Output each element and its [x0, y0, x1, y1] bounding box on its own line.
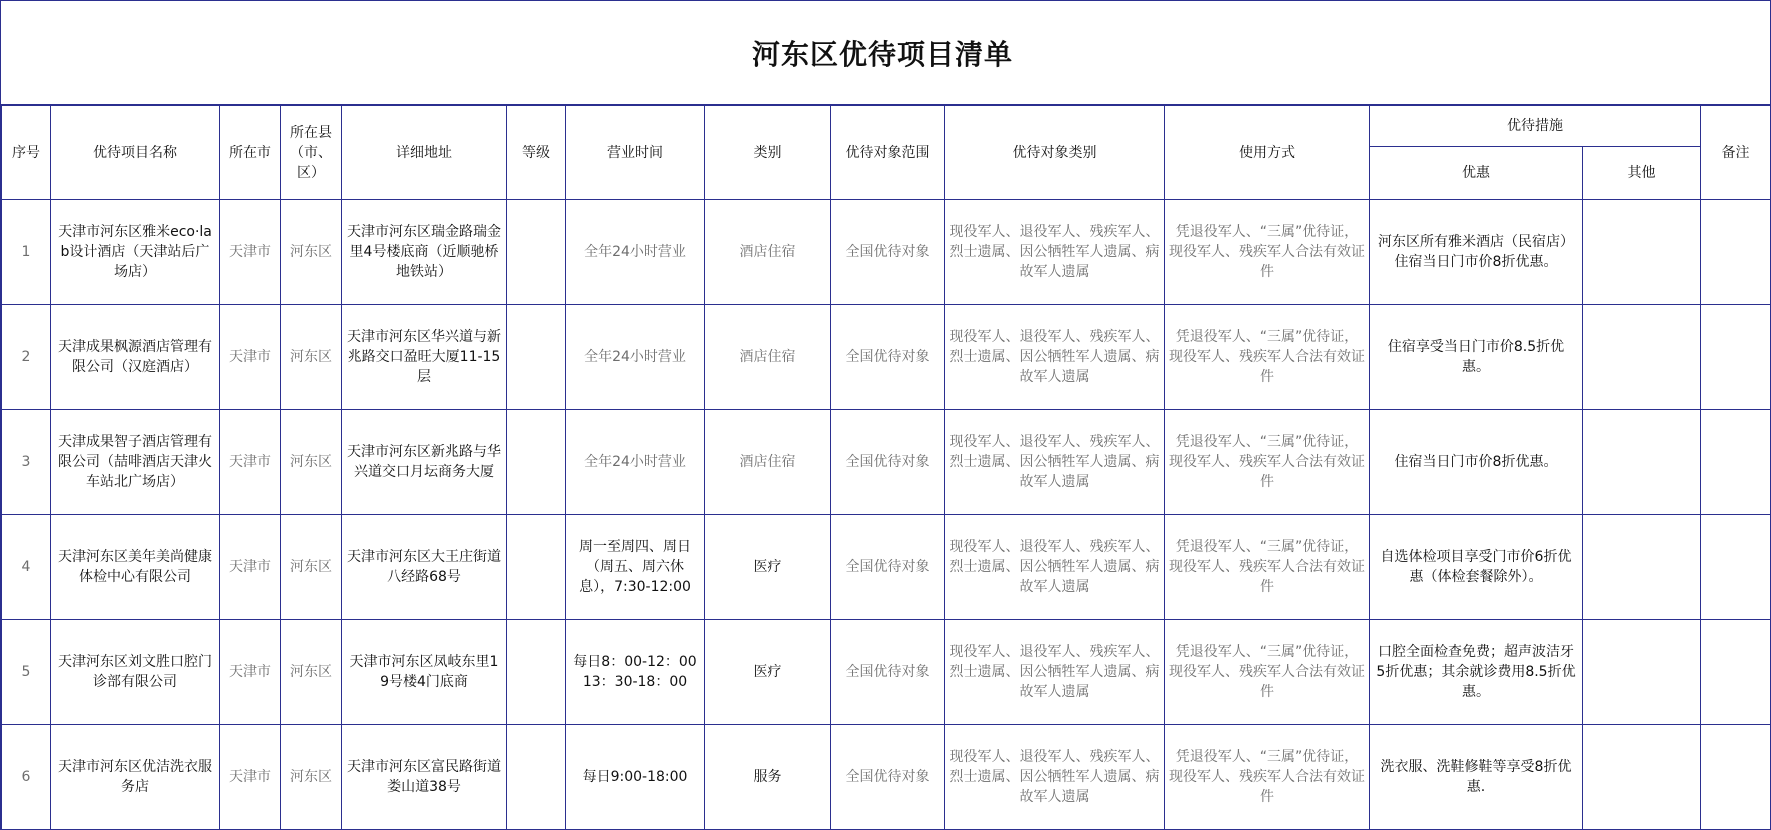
cell-seq[interactable]: 4 — [2, 515, 51, 620]
header-usage[interactable]: 使用方式 — [1165, 106, 1370, 200]
cell-category[interactable]: 酒店住宿 — [705, 305, 831, 410]
cell-city[interactable]: 天津市 — [220, 410, 281, 515]
cell-county[interactable]: 河东区 — [281, 305, 342, 410]
header-city[interactable]: 所在市 — [220, 106, 281, 200]
header-remarks[interactable]: 备注 — [1701, 106, 1771, 200]
cell-city[interactable]: 天津市 — [220, 200, 281, 305]
cell-category[interactable]: 酒店住宿 — [705, 200, 831, 305]
cell-name[interactable]: 天津成果智子酒店管理有限公司（喆啡酒店天津火车站北广场店） — [51, 410, 220, 515]
cell-seq[interactable]: 5 — [2, 620, 51, 725]
header-other[interactable]: 其他 — [1583, 147, 1701, 200]
cell-usage[interactable]: 凭退役军人、“三属”优待证，现役军人、残疾军人合法有效证件 — [1165, 305, 1370, 410]
cell-county[interactable]: 河东区 — [281, 515, 342, 620]
header-address[interactable]: 详细地址 — [342, 106, 507, 200]
cell-seq[interactable]: 2 — [2, 305, 51, 410]
cell-address[interactable]: 天津市河东区华兴道与新兆路交口盈旺大厦11-15层 — [342, 305, 507, 410]
header-scope[interactable]: 优待对象范围 — [831, 106, 945, 200]
cell-city[interactable]: 天津市 — [220, 725, 281, 830]
cell-scope[interactable]: 全国优待对象 — [831, 410, 945, 515]
cell-hours[interactable]: 每日8：00-12：00 13：30-18：00 — [566, 620, 705, 725]
cell-remarks[interactable] — [1701, 725, 1771, 830]
cell-city[interactable]: 天津市 — [220, 620, 281, 725]
cell-target-types[interactable]: 现役军人、退役军人、残疾军人、烈士遗属、因公牺牲军人遗属、病故军人遗属 — [945, 515, 1165, 620]
cell-discount[interactable]: 口腔全面检查免费；超声波洁牙5折优惠；其余就诊费用8.5折优惠。 — [1370, 620, 1583, 725]
cell-target-types[interactable]: 现役军人、退役军人、残疾军人、烈士遗属、因公牺牲军人遗属、病故军人遗属 — [945, 200, 1165, 305]
cell-remarks[interactable] — [1701, 305, 1771, 410]
table-row — [2, 410, 1771, 515]
cell-other[interactable] — [1583, 620, 1701, 725]
cell-discount[interactable]: 住宿当日门市价8折优惠。 — [1370, 410, 1583, 515]
cell-category[interactable]: 医疗 — [705, 515, 831, 620]
cell-name[interactable]: 天津成果枫源酒店管理有限公司（汉庭酒店） — [51, 305, 220, 410]
cell-discount[interactable]: 自选体检项目享受门市价6折优惠（体检套餐除外）。 — [1370, 515, 1583, 620]
cell-scope[interactable]: 全国优待对象 — [831, 725, 945, 830]
cell-grade[interactable] — [507, 725, 566, 830]
title-cell[interactable] — [1, 1, 1770, 105]
cell-city[interactable]: 天津市 — [220, 515, 281, 620]
cell-seq[interactable]: 3 — [2, 410, 51, 515]
cell-address[interactable]: 天津市河东区大王庄街道八经路68号 — [342, 515, 507, 620]
cell-category[interactable]: 酒店住宿 — [705, 410, 831, 515]
cell-category[interactable]: 服务 — [705, 725, 831, 830]
cell-address[interactable]: 天津市河东区富民路街道娄山道38号 — [342, 725, 507, 830]
header-grade[interactable]: 等级 — [507, 106, 566, 200]
cell-grade[interactable] — [507, 515, 566, 620]
table-row — [2, 620, 1771, 725]
header-target-types[interactable]: 优待对象类别 — [945, 106, 1165, 200]
table-row — [2, 305, 1771, 410]
cell-target-types[interactable]: 现役军人、退役军人、残疾军人、烈士遗属、因公牺牲军人遗属、病故军人遗属 — [945, 620, 1165, 725]
cell-scope[interactable]: 全国优待对象 — [831, 515, 945, 620]
cell-grade[interactable] — [507, 305, 566, 410]
header-name[interactable]: 优待项目名称 — [51, 106, 220, 200]
cell-county[interactable]: 河东区 — [281, 200, 342, 305]
cell-county[interactable]: 河东区 — [281, 620, 342, 725]
cell-target-types[interactable]: 现役军人、退役军人、残疾军人、烈士遗属、因公牺牲军人遗属、病故军人遗属 — [945, 410, 1165, 515]
cell-seq[interactable]: 6 — [2, 725, 51, 830]
cell-usage[interactable]: 凭退役军人、“三属”优待证，现役军人、残疾军人合法有效证件 — [1165, 725, 1370, 830]
cell-other[interactable] — [1583, 200, 1701, 305]
cell-address[interactable]: 天津市河东区凤岐东里19号楼4门底商 — [342, 620, 507, 725]
cell-other[interactable] — [1583, 515, 1701, 620]
cell-remarks[interactable] — [1701, 515, 1771, 620]
cell-other[interactable] — [1583, 305, 1701, 410]
cell-grade[interactable] — [507, 410, 566, 515]
cell-usage[interactable]: 凭退役军人、“三属”优待证，现役军人、残疾军人合法有效证件 — [1165, 410, 1370, 515]
cell-scope[interactable]: 全国优待对象 — [831, 305, 945, 410]
cell-grade[interactable] — [507, 200, 566, 305]
cell-county[interactable]: 河东区 — [281, 725, 342, 830]
cell-other[interactable] — [1583, 410, 1701, 515]
header-measures[interactable]: 优待措施 — [1370, 106, 1701, 147]
cell-scope[interactable]: 全国优待对象 — [831, 200, 945, 305]
cell-hours[interactable]: 全年24小时营业 — [566, 305, 705, 410]
cell-discount[interactable]: 河东区所有雅米酒店（民宿店）住宿当日门市价8折优惠。 — [1370, 200, 1583, 305]
header-hours[interactable]: 营业时间 — [566, 106, 705, 200]
header-discount[interactable]: 优惠 — [1370, 147, 1583, 200]
cell-hours[interactable]: 每日9:00-18:00 — [566, 725, 705, 830]
cell-name[interactable]: 天津市河东区优洁洗衣服务店 — [51, 725, 220, 830]
cell-hours[interactable]: 全年24小时营业 — [566, 410, 705, 515]
cell-name[interactable]: 天津河东区刘文胜口腔门诊部有限公司 — [51, 620, 220, 725]
cell-scope[interactable]: 全国优待对象 — [831, 620, 945, 725]
cell-remarks[interactable] — [1701, 200, 1771, 305]
cell-grade[interactable] — [507, 620, 566, 725]
cell-discount[interactable]: 洗衣服、洗鞋修鞋等享受8折优惠. — [1370, 725, 1583, 830]
table-row — [2, 200, 1771, 305]
cell-category[interactable]: 医疗 — [705, 620, 831, 725]
cell-hours[interactable]: 周一至周四、周日（周五、周六休息），7:30-12:00 — [566, 515, 705, 620]
cell-target-types[interactable]: 现役军人、退役军人、残疾军人、烈士遗属、因公牺牲军人遗属、病故军人遗属 — [945, 725, 1165, 830]
cell-usage[interactable]: 凭退役军人、“三属”优待证，现役军人、残疾军人合法有效证件 — [1165, 620, 1370, 725]
cell-remarks[interactable] — [1701, 410, 1771, 515]
header-seq[interactable]: 序号 — [2, 106, 51, 200]
cell-remarks[interactable] — [1701, 620, 1771, 725]
page-title: 河东区优待项目清单 — [751, 37, 1013, 71]
cell-county[interactable]: 河东区 — [281, 410, 342, 515]
cell-other[interactable] — [1583, 725, 1701, 830]
cell-target-types[interactable]: 现役军人、退役军人、残疾军人、烈士遗属、因公牺牲军人遗属、病故军人遗属 — [945, 305, 1165, 410]
header-category[interactable]: 类别 — [705, 106, 831, 200]
table-row — [2, 725, 1771, 830]
cell-usage[interactable]: 凭退役军人、“三属”优待证，现役军人、残疾军人合法有效证件 — [1165, 200, 1370, 305]
cell-address[interactable]: 天津市河东区瑞金路瑞金里4号楼底商（近顺驰桥地铁站） — [342, 200, 507, 305]
benefits-table — [1, 105, 1771, 830]
header-county[interactable]: 所在县（市、区） — [281, 106, 342, 200]
cell-hours[interactable]: 全年24小时营业 — [566, 200, 705, 305]
cell-name[interactable]: 天津河东区美年美尚健康体检中心有限公司 — [51, 515, 220, 620]
cell-address[interactable]: 天津市河东区新兆路与华兴道交口月坛商务大厦 — [342, 410, 507, 515]
cell-discount[interactable]: 住宿享受当日门市价8.5折优惠。 — [1370, 305, 1583, 410]
cell-usage[interactable]: 凭退役军人、“三属”优待证，现役军人、残疾军人合法有效证件 — [1165, 515, 1370, 620]
cell-seq[interactable]: 1 — [2, 200, 51, 305]
cell-name[interactable]: 天津市河东区雅米eco·lab设计酒店（天津站后广场店） — [51, 200, 220, 305]
cell-city[interactable]: 天津市 — [220, 305, 281, 410]
table-row — [2, 515, 1771, 620]
